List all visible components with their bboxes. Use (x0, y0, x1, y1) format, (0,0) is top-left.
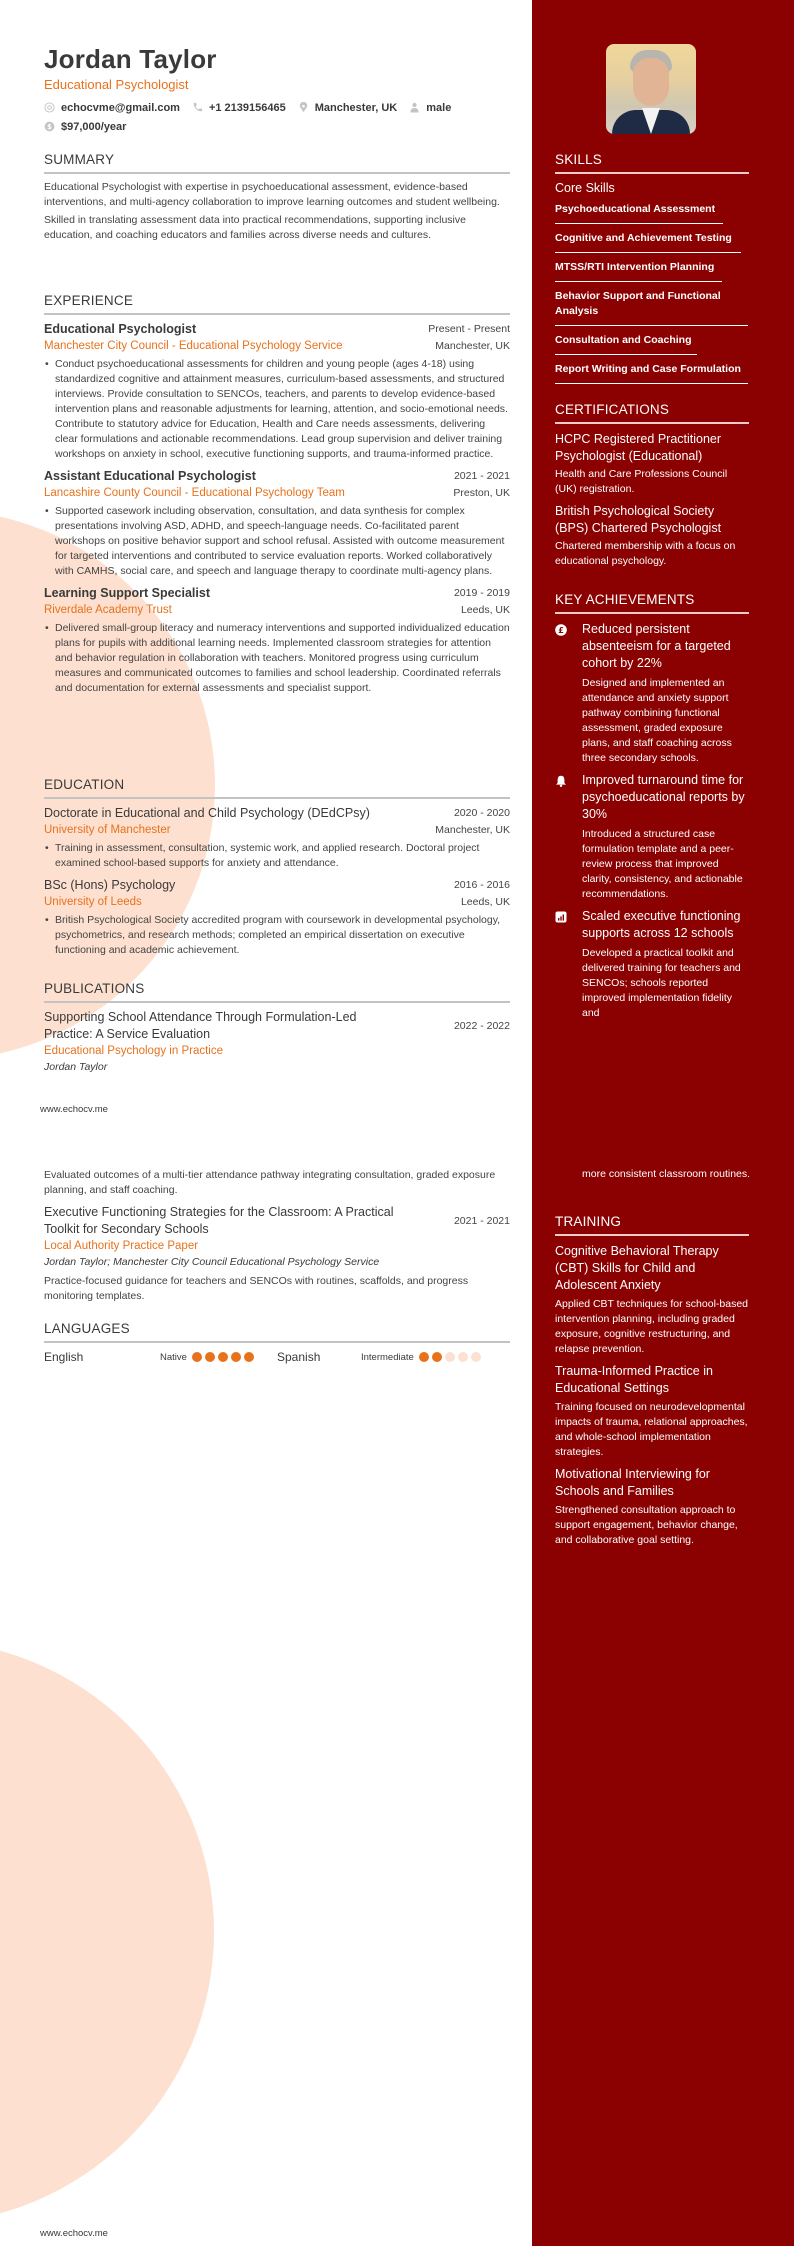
section-title: TRAINING (555, 1214, 749, 1236)
section-title: EDUCATION (44, 777, 510, 799)
proficiency-dots (419, 1352, 484, 1362)
skill-item: Cognitive and Achievement Testing (555, 228, 741, 253)
job-location: Preston, UK (453, 487, 510, 499)
section-title: LANGUAGES (44, 1321, 510, 1343)
publication-title: Supporting School Attendance Through Formulation-Led Practice: A Service Evaluation (44, 1010, 357, 1041)
section-title: SKILLS (555, 152, 749, 174)
language-name: Spanish (277, 1350, 321, 1364)
experience-entry (44, 321, 510, 462)
experience-entry (44, 468, 510, 579)
achievement-item (555, 908, 749, 1021)
skill-item: Consultation and Coaching (555, 330, 697, 355)
achievement-item (555, 772, 749, 902)
publication-description: Evaluated outcomes of a multi-tier attendance pathway integrating consultation, graded exposure planning, and staff coaching. (44, 1169, 496, 1196)
skill-group: Core Skills (555, 181, 615, 195)
publication-date: 2021 - 2021 (453, 1215, 510, 1227)
education-description: • Training in assessment, consultation, systemic work, and applied research. Doctoral project examined school-based supports for anxiety and attendance. (45, 842, 480, 869)
contact-salary: $ $97,000/year (44, 121, 126, 133)
education-date: 2016 - 2016 (453, 879, 510, 891)
svg-text:£: £ (558, 626, 564, 635)
publication-title: Executive Functioning Strategies for the Classroom: A Practical Toolkit for Secondary Schools (44, 1205, 394, 1236)
at-sign-icon (44, 102, 55, 113)
person-icon (409, 102, 420, 113)
section-title: KEY ACHIEVEMENTS (555, 592, 749, 614)
publication-venue: Educational Psychology in Practice (44, 1045, 223, 1057)
publication-entry (44, 1009, 510, 1043)
publication-entry (44, 1204, 510, 1238)
achievement-item (555, 621, 749, 766)
training-title: Cognitive Behavioral Therapy (CBT) Skills for Child and Adolescent Anxiety (555, 1244, 719, 1292)
training-description: Strengthened consultation approach to support engagement, behavior change, and collaborative goal setting. (555, 1504, 738, 1546)
bell-icon (555, 775, 567, 787)
training-description: Training focused on neurodevelopmental impacts of trauma, relational approaches, and whole-school implementation strategies. (555, 1401, 748, 1458)
summary-paragraph: Educational Psychologist with expertise in psychoeducational assessment, evidence-based interventions, and multi-agency collaboration to improve learning outcomes and student wellbeing. (44, 181, 500, 208)
publication-authors: Jordan Taylor; Manchester City Council Educational Psychology Service (44, 1256, 380, 1268)
language-level: Native (160, 1351, 187, 1363)
job-title: Learning Support Specialist (44, 586, 210, 600)
achievement-title: Reduced persistent absenteeism for a targeted cohort by 22% (582, 622, 731, 670)
section-title: CERTIFICATIONS (555, 402, 749, 424)
job-date: 2021 - 2021 (453, 470, 510, 482)
achievement-description-continued: more consistent classroom routines. (582, 1168, 751, 1180)
summary-paragraph: Skilled in translating assessment data into practical recommendations, supporting inclusive education, and coaching educators and families across diverse needs and cultures. (44, 214, 466, 241)
proficiency-dots (192, 1352, 257, 1362)
section-title: PUBLICATIONS (44, 981, 510, 1003)
publication-description: Practice-focused guidance for teachers and SENCOs with routines, scaffolds, and progress monitoring templates. (44, 1275, 469, 1302)
footer-url[interactable]: www.echocv.me (40, 1104, 108, 1115)
job-description: • Conduct psychoeducational assessments for children and young people (ages 4-18) using standardized cognitive and attainment measures, curriculum-based assessments, and structured interviews. Provide consultation to SENCOs, teachers, and parents to develop evidence-based intervention plans and reasonable adjustments for learning, attention, and socio-emotional needs. Contribute to statutory advice for Education, Health and Care needs assessments, delivering clear formulations and actionable recommendations. Lead group supervision and deliver training workshops on anxiety in school, executive functioning supports, and trauma-informed practice. (45, 358, 508, 460)
achievement-description: Designed and implemented an attendance and anxiety support pathway combining functional assessment, graded exposure plans, and staff coaching across three secondary schools. (582, 677, 732, 764)
degree-title: BSc (Hons) Psychology (44, 878, 176, 892)
certification-title: British Psychological Society (BPS) Chartered Psychologist (555, 504, 722, 535)
employer: Lancashire County Council - Educational Psychology Team (44, 487, 345, 499)
bar-chart-icon (555, 911, 567, 923)
education-entry (44, 805, 510, 871)
dollar-coin-icon (44, 121, 55, 132)
svg-text:$: $ (47, 122, 52, 131)
language-level: Intermediate (361, 1351, 414, 1363)
job-date: 2019 - 2019 (453, 587, 510, 599)
summary-section (44, 152, 510, 243)
pound-coin-icon (555, 624, 567, 636)
contact-location: Manchester, UK (298, 102, 398, 114)
profile-photo (606, 44, 696, 134)
language-english (44, 1350, 277, 1364)
languages-section (44, 1321, 510, 1365)
section-title: EXPERIENCE (44, 293, 510, 315)
education-entry (44, 877, 510, 958)
education-section (44, 777, 510, 964)
candidate-name: Jordan Taylor (44, 44, 217, 74)
publication-venue: Local Authority Practice Paper (44, 1240, 199, 1252)
degree-title: Doctorate in Educational and Child Psychology (DEdCPsy) (44, 806, 370, 820)
certification-description: Chartered membership with a focus on educational psychology. (555, 540, 736, 567)
job-date: Present - Present (428, 323, 510, 335)
contact-gender: male (409, 102, 451, 114)
skills-section (555, 152, 749, 388)
candidate-role: Educational Psychologist (44, 77, 189, 92)
map-pin-icon (298, 102, 309, 113)
skill-item: Behavior Support and Functional Analysis (555, 286, 748, 326)
contact-phone[interactable]: +1 2139156465 (192, 102, 286, 114)
language-name: English (44, 1350, 84, 1364)
education-location: Manchester, UK (435, 824, 510, 836)
job-title: Educational Psychologist (44, 322, 197, 336)
education-description: • British Psychological Society accredited program with coursework in developmental psychology, psychometrics, and research methods; completed an empirical dissertation on executive functioning and academic achievement. (45, 914, 501, 956)
section-title: SUMMARY (44, 152, 510, 174)
certification-title: HCPC Registered Practitioner Psychologist (Educational) (555, 432, 722, 463)
job-location: Leeds, UK (460, 604, 510, 616)
achievement-title: Improved turnaround time for psychoeducational reports by 30% (582, 773, 745, 821)
publications-section (44, 981, 510, 1075)
contact-email[interactable]: echocvme@gmail.com (44, 102, 180, 114)
certifications-section (555, 402, 749, 575)
institution: University of Manchester (44, 824, 171, 836)
skill-item: Report Writing and Case Formulation (555, 359, 748, 384)
training-section (555, 1214, 749, 1554)
education-date: 2020 - 2020 (453, 807, 510, 819)
publication-date: 2022 - 2022 (453, 1020, 510, 1032)
training-title: Motivational Interviewing for Schools and Families (555, 1467, 710, 1498)
employer: Riverdale Academy Trust (44, 604, 172, 616)
employer: Manchester City Council - Educational Psychology Service (44, 340, 343, 352)
achievement-title: Scaled executive functioning supports across 12 schools (582, 909, 741, 940)
skill-item: Psychoeducational Assessment (555, 199, 723, 224)
training-title: Trauma-Informed Practice in Educational Settings (555, 1364, 713, 1395)
skill-item: MTSS/RTI Intervention Planning (555, 257, 722, 282)
achievement-description: Developed a practical toolkit and delivered training for teachers and SENCOs; schools reported improved implementation fidelity and (582, 947, 741, 1019)
decorative-circle (0, 1640, 214, 2224)
phone-icon (192, 102, 203, 113)
certification-description: Health and Care Professions Council (UK) registration. (555, 468, 728, 495)
publications-continued (44, 1168, 510, 1304)
job-title: Assistant Educational Psychologist (44, 469, 256, 483)
publication-authors: Jordan Taylor (44, 1061, 108, 1073)
achievements-section (555, 592, 749, 1027)
experience-section (44, 293, 510, 702)
education-location: Leeds, UK (460, 896, 510, 908)
language-spanish (277, 1350, 510, 1364)
institution: University of Leeds (44, 896, 142, 908)
job-location: Manchester, UK (435, 340, 510, 352)
training-description: Applied CBT techniques for school-based intervention planning, including graded exposure, cognitive restructuring, and relapse prevention. (555, 1298, 749, 1355)
footer-url[interactable]: www.echocv.me (40, 2228, 108, 2239)
job-description: • Delivered small-group literacy and numeracy interventions and supported individualized education plans for pupils with additional learning needs. Implemented classroom strategies for attention and behavior regulation in collaboration with teachers. Monitored progress using curriculum measures and communicated outcomes to families and school leadership. Coordinated referrals and documentation for external assessments and specialist support. (45, 622, 510, 694)
experience-entry (44, 585, 510, 696)
contact-info (44, 99, 524, 137)
job-description: • Supported casework including observation, consultation, and data synthesis for complex presentations involving ASD, ADHD, and speech-language needs. Co-facilitated parent workshops on positive behavior support and school refusal. Assisted with outcome measurement for targeted interventions and contributed to service evaluation reports. Worked collaboratively with CAMHS, social care, and speech and language therapy to coordinate multi-agency plans. (45, 505, 505, 577)
achievement-description: Introduced a structured case formulation template and a peer-review process that improved clarity, consistency, and actionable recommendations. (582, 828, 743, 900)
